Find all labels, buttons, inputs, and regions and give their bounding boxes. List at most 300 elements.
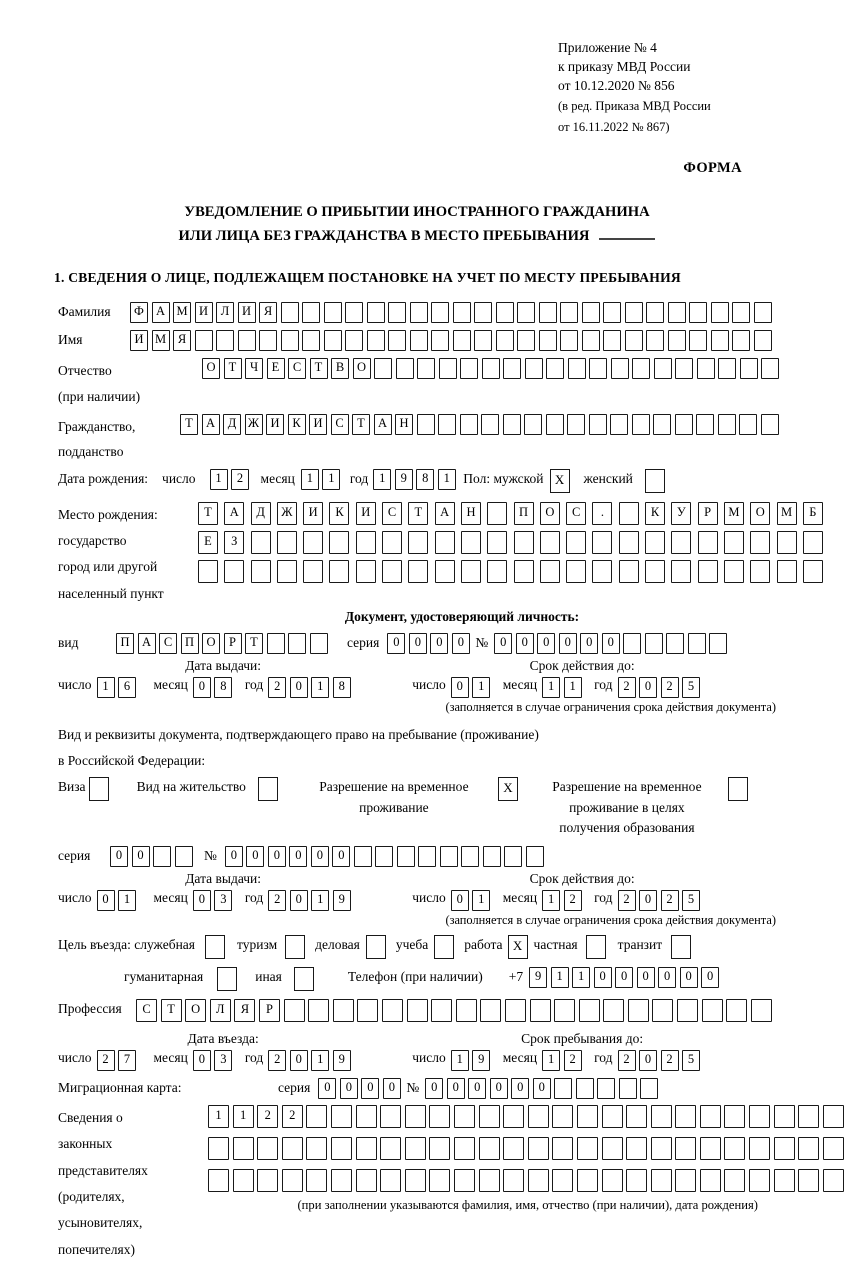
char-cell[interactable] [454, 1105, 475, 1128]
char-cell[interactable] [526, 846, 544, 867]
char-cell[interactable] [460, 414, 478, 435]
char-cell[interactable] [589, 358, 607, 379]
char-cell[interactable]: 0 [430, 633, 448, 654]
char-cell[interactable] [405, 1105, 426, 1128]
char-cell[interactable] [700, 1137, 721, 1160]
char-cell[interactable] [233, 1137, 254, 1160]
char-cell[interactable] [530, 999, 551, 1022]
char-cell[interactable] [539, 302, 557, 323]
char-cell[interactable] [654, 358, 672, 379]
char-cell[interactable] [540, 531, 560, 554]
char-cell[interactable] [603, 330, 621, 351]
char-cell[interactable] [671, 531, 691, 554]
char-cell[interactable] [453, 302, 471, 323]
char-cell[interactable] [408, 531, 428, 554]
char-cell[interactable] [308, 999, 329, 1022]
char-cell[interactable]: 9 [472, 1050, 490, 1071]
char-cell[interactable] [603, 302, 621, 323]
char-cell[interactable] [367, 330, 385, 351]
char-cell[interactable] [702, 999, 723, 1022]
char-cell[interactable]: 2 [661, 677, 679, 698]
char-cell[interactable] [568, 358, 586, 379]
char-cell[interactable]: А [202, 414, 220, 435]
char-cell[interactable] [367, 302, 385, 323]
char-cell[interactable] [251, 560, 271, 583]
char-cell[interactable]: 1 [118, 890, 136, 911]
char-cell[interactable] [632, 358, 650, 379]
char-cell[interactable]: П [514, 502, 534, 525]
char-cell[interactable] [603, 999, 624, 1022]
char-cell[interactable] [724, 1137, 745, 1160]
char-cell[interactable]: Я [173, 330, 191, 351]
char-cell[interactable]: А [138, 633, 156, 654]
char-cell[interactable] [645, 560, 665, 583]
char-cell[interactable] [356, 531, 376, 554]
char-cell[interactable]: А [374, 414, 392, 435]
char-cell[interactable] [528, 1169, 549, 1192]
char-cell[interactable] [689, 302, 707, 323]
char-cell[interactable] [410, 302, 428, 323]
char-cell[interactable] [718, 414, 736, 435]
char-cell[interactable] [552, 1137, 573, 1160]
char-cell[interactable] [284, 999, 305, 1022]
char-cell[interactable] [503, 358, 521, 379]
char-cell[interactable] [324, 330, 342, 351]
char-cell[interactable] [645, 531, 665, 554]
char-cell[interactable] [429, 1105, 450, 1128]
char-cell[interactable] [356, 1105, 377, 1128]
char-cell[interactable] [277, 560, 297, 583]
char-cell[interactable]: Р [224, 633, 242, 654]
char-cell[interactable] [774, 1105, 795, 1128]
char-cell[interactable] [331, 1169, 352, 1192]
char-cell[interactable]: 0 [318, 1078, 336, 1099]
char-cell[interactable] [675, 1137, 696, 1160]
char-cell[interactable] [281, 330, 299, 351]
char-cell[interactable] [718, 358, 736, 379]
char-cell[interactable] [651, 1105, 672, 1128]
char-cell[interactable]: 2 [618, 890, 636, 911]
char-cell[interactable] [749, 1169, 770, 1192]
char-cell[interactable] [487, 502, 507, 525]
char-cell[interactable]: 0 [701, 967, 719, 988]
char-cell[interactable] [626, 1105, 647, 1128]
char-cell[interactable] [724, 531, 744, 554]
char-cell[interactable]: 0 [639, 890, 657, 911]
char-cell[interactable] [282, 1169, 303, 1192]
char-cell[interactable] [567, 414, 585, 435]
char-cell[interactable]: 1 [233, 1105, 254, 1128]
char-cell[interactable] [306, 1169, 327, 1192]
char-cell[interactable] [435, 560, 455, 583]
char-cell[interactable] [175, 846, 193, 867]
char-cell[interactable]: 0 [511, 1078, 529, 1099]
char-cell[interactable]: 8 [416, 469, 434, 490]
char-cell[interactable]: 1 [373, 469, 391, 490]
transit-checkbox[interactable] [671, 935, 691, 959]
char-cell[interactable]: Т [408, 502, 428, 525]
char-cell[interactable] [698, 560, 718, 583]
char-cell[interactable]: 0 [193, 890, 211, 911]
char-cell[interactable] [517, 330, 535, 351]
char-cell[interactable]: 0 [451, 890, 469, 911]
char-cell[interactable] [397, 846, 415, 867]
char-cell[interactable]: С [331, 414, 349, 435]
char-cell[interactable]: 0 [580, 633, 598, 654]
char-cell[interactable]: Ф [130, 302, 148, 323]
char-cell[interactable]: Т [224, 358, 242, 379]
char-cell[interactable]: И [130, 330, 148, 351]
char-cell[interactable]: А [224, 502, 244, 525]
char-cell[interactable] [689, 330, 707, 351]
char-cell[interactable] [479, 1169, 500, 1192]
char-cell[interactable] [380, 1105, 401, 1128]
char-cell[interactable] [696, 414, 714, 435]
char-cell[interactable]: 2 [661, 890, 679, 911]
char-cell[interactable] [431, 330, 449, 351]
char-cell[interactable]: Т [161, 999, 182, 1022]
char-cell[interactable]: О [202, 358, 220, 379]
char-cell[interactable] [724, 1169, 745, 1192]
char-cell[interactable] [566, 531, 586, 554]
char-cell[interactable]: И [309, 414, 327, 435]
char-cell[interactable] [453, 330, 471, 351]
char-cell[interactable] [709, 633, 727, 654]
char-cell[interactable]: У [671, 502, 691, 525]
char-cell[interactable] [306, 1105, 327, 1128]
char-cell[interactable] [405, 1169, 426, 1192]
char-cell[interactable]: 0 [533, 1078, 551, 1099]
char-cell[interactable]: В [331, 358, 349, 379]
char-cell[interactable]: Л [216, 302, 234, 323]
char-cell[interactable] [257, 1169, 278, 1192]
char-cell[interactable] [418, 846, 436, 867]
char-cell[interactable] [382, 531, 402, 554]
char-cell[interactable]: 2 [661, 1050, 679, 1071]
sex-female-checkbox[interactable] [645, 469, 665, 493]
char-cell[interactable] [481, 414, 499, 435]
char-cell[interactable]: С [136, 999, 157, 1022]
char-cell[interactable] [651, 1169, 672, 1192]
char-cell[interactable]: С [382, 502, 402, 525]
char-cell[interactable]: 2 [257, 1105, 278, 1128]
char-cell[interactable] [740, 358, 758, 379]
char-cell[interactable] [700, 1105, 721, 1128]
char-cell[interactable] [546, 414, 564, 435]
char-cell[interactable]: 2 [268, 890, 286, 911]
char-cell[interactable]: М [173, 302, 191, 323]
char-cell[interactable] [732, 330, 750, 351]
char-cell[interactable]: И [238, 302, 256, 323]
char-cell[interactable]: 1 [542, 1050, 560, 1071]
char-cell[interactable]: 0 [110, 846, 128, 867]
char-cell[interactable] [602, 1105, 623, 1128]
char-cell[interactable] [750, 560, 770, 583]
char-cell[interactable] [774, 1169, 795, 1192]
char-cell[interactable]: 1 [472, 677, 490, 698]
char-cell[interactable]: К [329, 502, 349, 525]
char-cell[interactable]: 1 [311, 677, 329, 698]
char-cell[interactable] [711, 330, 729, 351]
char-cell[interactable]: 0 [451, 677, 469, 698]
char-cell[interactable]: 0 [340, 1078, 358, 1099]
char-cell[interactable] [487, 560, 507, 583]
char-cell[interactable]: Б [803, 502, 823, 525]
char-cell[interactable] [798, 1105, 819, 1128]
char-cell[interactable] [517, 302, 535, 323]
char-cell[interactable]: 0 [615, 967, 633, 988]
char-cell[interactable] [677, 999, 698, 1022]
char-cell[interactable] [777, 560, 797, 583]
char-cell[interactable] [774, 1137, 795, 1160]
char-cell[interactable]: 0 [537, 633, 555, 654]
char-cell[interactable]: 0 [268, 846, 286, 867]
char-cell[interactable]: О [185, 999, 206, 1022]
char-cell[interactable]: Д [251, 502, 271, 525]
char-cell[interactable]: 1 [451, 1050, 469, 1071]
char-cell[interactable] [803, 560, 823, 583]
char-cell[interactable]: 0 [361, 1078, 379, 1099]
char-cell[interactable]: 0 [311, 846, 329, 867]
char-cell[interactable] [503, 1169, 524, 1192]
char-cell[interactable] [803, 531, 823, 554]
char-cell[interactable]: 9 [333, 890, 351, 911]
char-cell[interactable] [461, 560, 481, 583]
char-cell[interactable] [651, 1137, 672, 1160]
char-cell[interactable] [374, 358, 392, 379]
humanitarian-checkbox[interactable] [217, 967, 237, 991]
official-checkbox[interactable] [205, 935, 225, 959]
private-checkbox[interactable] [586, 935, 606, 959]
char-cell[interactable] [582, 330, 600, 351]
char-cell[interactable]: 1 [210, 469, 228, 490]
char-cell[interactable]: 3 [214, 890, 232, 911]
char-cell[interactable] [579, 999, 600, 1022]
char-cell[interactable] [698, 531, 718, 554]
char-cell[interactable] [281, 302, 299, 323]
char-cell[interactable]: 2 [268, 1050, 286, 1071]
char-cell[interactable]: 2 [618, 1050, 636, 1071]
char-cell[interactable] [277, 531, 297, 554]
char-cell[interactable]: И [266, 414, 284, 435]
char-cell[interactable]: 6 [118, 677, 136, 698]
char-cell[interactable] [592, 560, 612, 583]
char-cell[interactable]: Т [245, 633, 263, 654]
char-cell[interactable]: Т [310, 358, 328, 379]
char-cell[interactable] [653, 414, 671, 435]
char-cell[interactable]: Т [180, 414, 198, 435]
char-cell[interactable] [668, 330, 686, 351]
char-cell[interactable]: М [152, 330, 170, 351]
char-cell[interactable] [754, 330, 772, 351]
char-cell[interactable]: 1 [564, 677, 582, 698]
char-cell[interactable] [310, 633, 328, 654]
char-cell[interactable]: О [540, 502, 560, 525]
char-cell[interactable] [777, 531, 797, 554]
char-cell[interactable] [823, 1105, 844, 1128]
char-cell[interactable] [216, 330, 234, 351]
char-cell[interactable] [456, 999, 477, 1022]
char-cell[interactable]: 3 [214, 1050, 232, 1071]
char-cell[interactable] [671, 560, 691, 583]
char-cell[interactable] [552, 1105, 573, 1128]
char-cell[interactable] [625, 330, 643, 351]
char-cell[interactable]: 1 [572, 967, 590, 988]
char-cell[interactable] [380, 1137, 401, 1160]
char-cell[interactable]: 0 [132, 846, 150, 867]
char-cell[interactable]: А [435, 502, 455, 525]
char-cell[interactable]: 0 [559, 633, 577, 654]
char-cell[interactable] [823, 1137, 844, 1160]
char-cell[interactable] [356, 560, 376, 583]
char-cell[interactable]: Л [210, 999, 231, 1022]
char-cell[interactable] [646, 330, 664, 351]
char-cell[interactable]: П [116, 633, 134, 654]
char-cell[interactable]: О [202, 633, 220, 654]
char-cell[interactable] [410, 330, 428, 351]
char-cell[interactable]: 0 [639, 677, 657, 698]
char-cell[interactable]: Ж [245, 414, 263, 435]
char-cell[interactable] [711, 302, 729, 323]
char-cell[interactable] [461, 846, 479, 867]
char-cell[interactable] [238, 330, 256, 351]
char-cell[interactable] [302, 302, 320, 323]
char-cell[interactable] [479, 1137, 500, 1160]
char-cell[interactable] [626, 1169, 647, 1192]
char-cell[interactable] [388, 302, 406, 323]
char-cell[interactable]: 0 [383, 1078, 401, 1099]
char-cell[interactable] [429, 1169, 450, 1192]
char-cell[interactable] [503, 1105, 524, 1128]
char-cell[interactable] [356, 1137, 377, 1160]
char-cell[interactable] [480, 999, 501, 1022]
char-cell[interactable]: 0 [387, 633, 405, 654]
char-cell[interactable]: 0 [490, 1078, 508, 1099]
char-cell[interactable]: А [152, 302, 170, 323]
char-cell[interactable]: М [724, 502, 744, 525]
char-cell[interactable] [331, 1105, 352, 1128]
char-cell[interactable] [577, 1137, 598, 1160]
char-cell[interactable]: 1 [311, 1050, 329, 1071]
char-cell[interactable]: М [777, 502, 797, 525]
char-cell[interactable] [514, 531, 534, 554]
work-checkbox[interactable]: X [508, 935, 528, 959]
char-cell[interactable] [611, 358, 629, 379]
char-cell[interactable] [429, 1137, 450, 1160]
char-cell[interactable] [646, 302, 664, 323]
char-cell[interactable] [482, 358, 500, 379]
char-cell[interactable] [761, 358, 779, 379]
char-cell[interactable] [356, 1169, 377, 1192]
char-cell[interactable]: 1 [472, 890, 490, 911]
char-cell[interactable]: И [303, 502, 323, 525]
char-cell[interactable] [528, 1105, 549, 1128]
char-cell[interactable] [619, 1078, 637, 1099]
char-cell[interactable] [440, 846, 458, 867]
char-cell[interactable] [288, 633, 306, 654]
char-cell[interactable] [496, 302, 514, 323]
char-cell[interactable] [798, 1137, 819, 1160]
char-cell[interactable]: 5 [682, 890, 700, 911]
other-checkbox[interactable] [294, 967, 314, 991]
char-cell[interactable]: 1 [311, 890, 329, 911]
char-cell[interactable] [539, 330, 557, 351]
char-cell[interactable]: И [195, 302, 213, 323]
char-cell[interactable] [625, 302, 643, 323]
tourism-checkbox[interactable] [285, 935, 305, 959]
char-cell[interactable] [675, 1169, 696, 1192]
char-cell[interactable] [303, 531, 323, 554]
char-cell[interactable] [514, 560, 534, 583]
char-cell[interactable] [732, 302, 750, 323]
char-cell[interactable] [503, 1137, 524, 1160]
char-cell[interactable]: 2 [97, 1050, 115, 1071]
char-cell[interactable] [823, 1169, 844, 1192]
char-cell[interactable]: Е [267, 358, 285, 379]
char-cell[interactable]: 0 [594, 967, 612, 988]
char-cell[interactable] [357, 999, 378, 1022]
char-cell[interactable] [739, 414, 757, 435]
char-cell[interactable] [610, 414, 628, 435]
char-cell[interactable]: 0 [290, 890, 308, 911]
char-cell[interactable]: 0 [447, 1078, 465, 1099]
char-cell[interactable] [566, 560, 586, 583]
char-cell[interactable] [688, 633, 706, 654]
char-cell[interactable] [754, 302, 772, 323]
char-cell[interactable]: Н [461, 502, 481, 525]
char-cell[interactable]: С [566, 502, 586, 525]
char-cell[interactable]: . [592, 502, 612, 525]
char-cell[interactable]: 1 [208, 1105, 229, 1128]
char-cell[interactable] [640, 1078, 658, 1099]
char-cell[interactable] [345, 330, 363, 351]
char-cell[interactable] [540, 560, 560, 583]
char-cell[interactable] [576, 1078, 594, 1099]
char-cell[interactable] [302, 330, 320, 351]
char-cell[interactable] [408, 560, 428, 583]
char-cell[interactable]: 0 [639, 1050, 657, 1071]
char-cell[interactable] [675, 358, 693, 379]
char-cell[interactable] [461, 531, 481, 554]
char-cell[interactable] [487, 531, 507, 554]
char-cell[interactable] [602, 1169, 623, 1192]
residence-permit-checkbox[interactable] [258, 777, 278, 801]
char-cell[interactable] [560, 302, 578, 323]
char-cell[interactable]: 0 [602, 633, 620, 654]
char-cell[interactable] [628, 999, 649, 1022]
char-cell[interactable]: 0 [658, 967, 676, 988]
char-cell[interactable]: 1 [301, 469, 319, 490]
char-cell[interactable]: Н [395, 414, 413, 435]
char-cell[interactable] [597, 1078, 615, 1099]
char-cell[interactable] [798, 1169, 819, 1192]
char-cell[interactable]: 2 [618, 677, 636, 698]
char-cell[interactable]: З [224, 531, 244, 554]
char-cell[interactable] [345, 302, 363, 323]
char-cell[interactable] [524, 414, 542, 435]
char-cell[interactable] [749, 1105, 770, 1128]
char-cell[interactable] [700, 1169, 721, 1192]
char-cell[interactable] [474, 302, 492, 323]
char-cell[interactable]: Я [259, 302, 277, 323]
char-cell[interactable] [396, 358, 414, 379]
char-cell[interactable] [645, 633, 663, 654]
char-cell[interactable]: 0 [193, 677, 211, 698]
char-cell[interactable]: 0 [289, 846, 307, 867]
char-cell[interactable] [726, 999, 747, 1022]
char-cell[interactable] [592, 531, 612, 554]
visa-checkbox[interactable] [89, 777, 109, 801]
